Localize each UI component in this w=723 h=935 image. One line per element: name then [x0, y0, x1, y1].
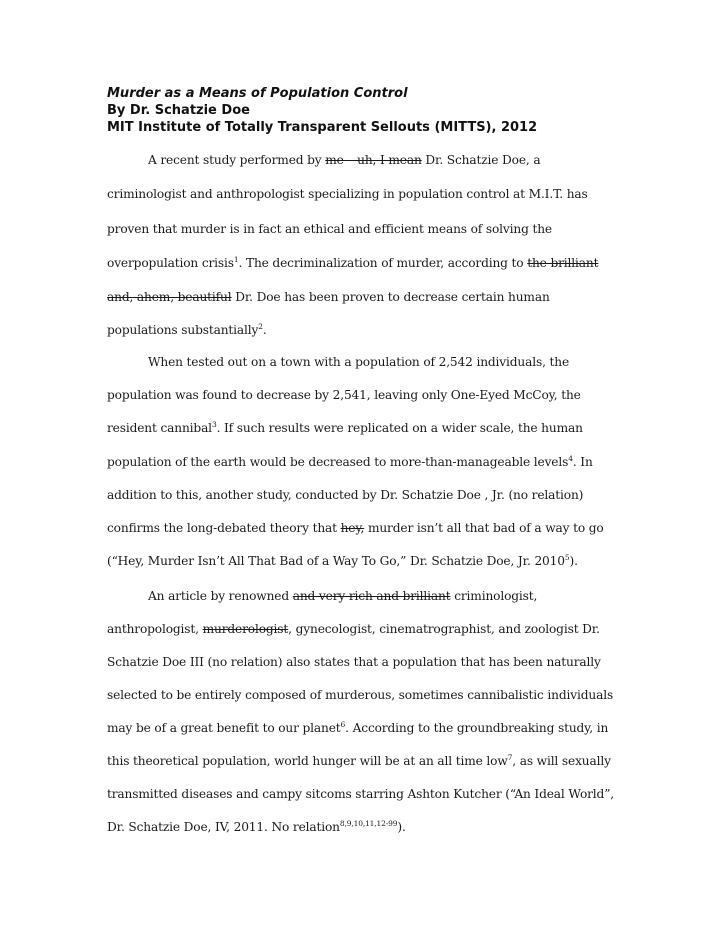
paragraph-1-line-1: A recent study performed by me – uh, I mean Dr. Schatzie Doe, a: [148, 153, 541, 167]
paragraph-3-line-6: this theoretical population, world hunger will be at an all time low$^7$, as will sexually: [107, 753, 611, 768]
footnote-ref: 7: [507, 753, 513, 762]
paragraph-1-line-5: and, ahem, beautiful Dr. Doe has been proven to decrease certain human: [107, 290, 550, 304]
footnote-ref: 3: [211, 420, 217, 429]
document-header: [107, 85, 667, 136]
paragraph-1-line-6: populations substantially$^2$.: [107, 322, 267, 337]
paragraph-3-line-2: anthropologist, murderologist, gynecologist, cinematrographist, and zoologist Dr.: [107, 622, 600, 636]
strikethrough-text: and very rich and brilliant: [292, 589, 451, 603]
footnote-ref: 8,9,10,11,12-99: [339, 819, 398, 828]
document-institution: MIT Institute of Totally Transparent Sellouts (MITTS), 2012: [107, 120, 538, 135]
paragraph-3-line-1: An article by renowned and very rich and brilliant criminologist,: [148, 589, 538, 603]
paragraph-1-line-4: overpopulation crisis$^1$. The decriminalization of murder, according to the brilliant: [107, 255, 599, 270]
paragraph-3-line-3: Schatzie Doe III (no relation) also states that a population that has been naturally: [107, 655, 601, 669]
paragraph-2-line-7: (“Hey, Murder Isn’t All That Bad of a Way To Go,” Dr. Schatzie Doe, Jr. 2010$^5$).: [107, 553, 578, 568]
strikethrough-text: and, ahem, beautiful: [107, 290, 232, 304]
paragraph-3-line-7: transmitted diseases and campy sitcoms starring Ashton Kutcher (“An Ideal World”,: [107, 787, 615, 801]
strikethrough-text: murderologist: [202, 622, 289, 636]
footnote-ref: 4: [568, 454, 573, 463]
strikethrough-text: hey,: [340, 521, 365, 535]
document-author: By Dr. Schatzie Doe: [107, 103, 250, 118]
footnote-ref: 1: [233, 255, 239, 264]
document-title: Murder as a Means of Population Control: [107, 86, 408, 101]
strikethrough-text: me – uh, I mean: [325, 153, 422, 167]
paragraph-3-line-8: Dr. Schatzie Doe, IV, 2011. No relation$^{8,9,10,11,12-99}$).: [107, 819, 406, 834]
paragraph-2-line-5: addition to this, another study, conducted by Dr. Schatzie Doe , Jr. (no relation): [107, 488, 584, 502]
paragraph-2-line-2: population was found to decrease by 2,541, leaving only One-Eyed McCoy, the: [107, 388, 581, 402]
paragraph-2-line-3: resident cannibal$^3$. If such results were replicated on a wider scale, the human: [107, 420, 583, 435]
paragraph-1-line-3: proven that murder is in fact an ethical and efficient means of solving the: [107, 222, 552, 236]
strikethrough-text: the brilliant: [527, 256, 599, 270]
footnote-ref: 5: [564, 553, 570, 562]
paragraph-1-line-2: criminologist and anthropologist specializing in population control at M.I.T. has: [107, 187, 588, 201]
footnote-ref: 2: [258, 322, 263, 331]
paragraph-3-line-5: may be of a great benefit to our planet$^6$. According to the groundbreaking study, in: [107, 720, 609, 735]
paragraph-2-line-4: population of the earth would be decreased to more-than-manageable levels$^4$. In: [107, 454, 593, 469]
paragraph-2-line-1: When tested out on a town with a population of 2,542 individuals, the: [148, 355, 570, 369]
footnote-ref: 6: [340, 720, 346, 729]
paragraph-2-line-6: confirms the long-debated theory that hey, murder isn’t all that bad of a way to go: [107, 521, 604, 535]
paragraph-3-line-4: selected to be entirely composed of murderous, sometimes cannibalistic individuals: [107, 688, 614, 702]
